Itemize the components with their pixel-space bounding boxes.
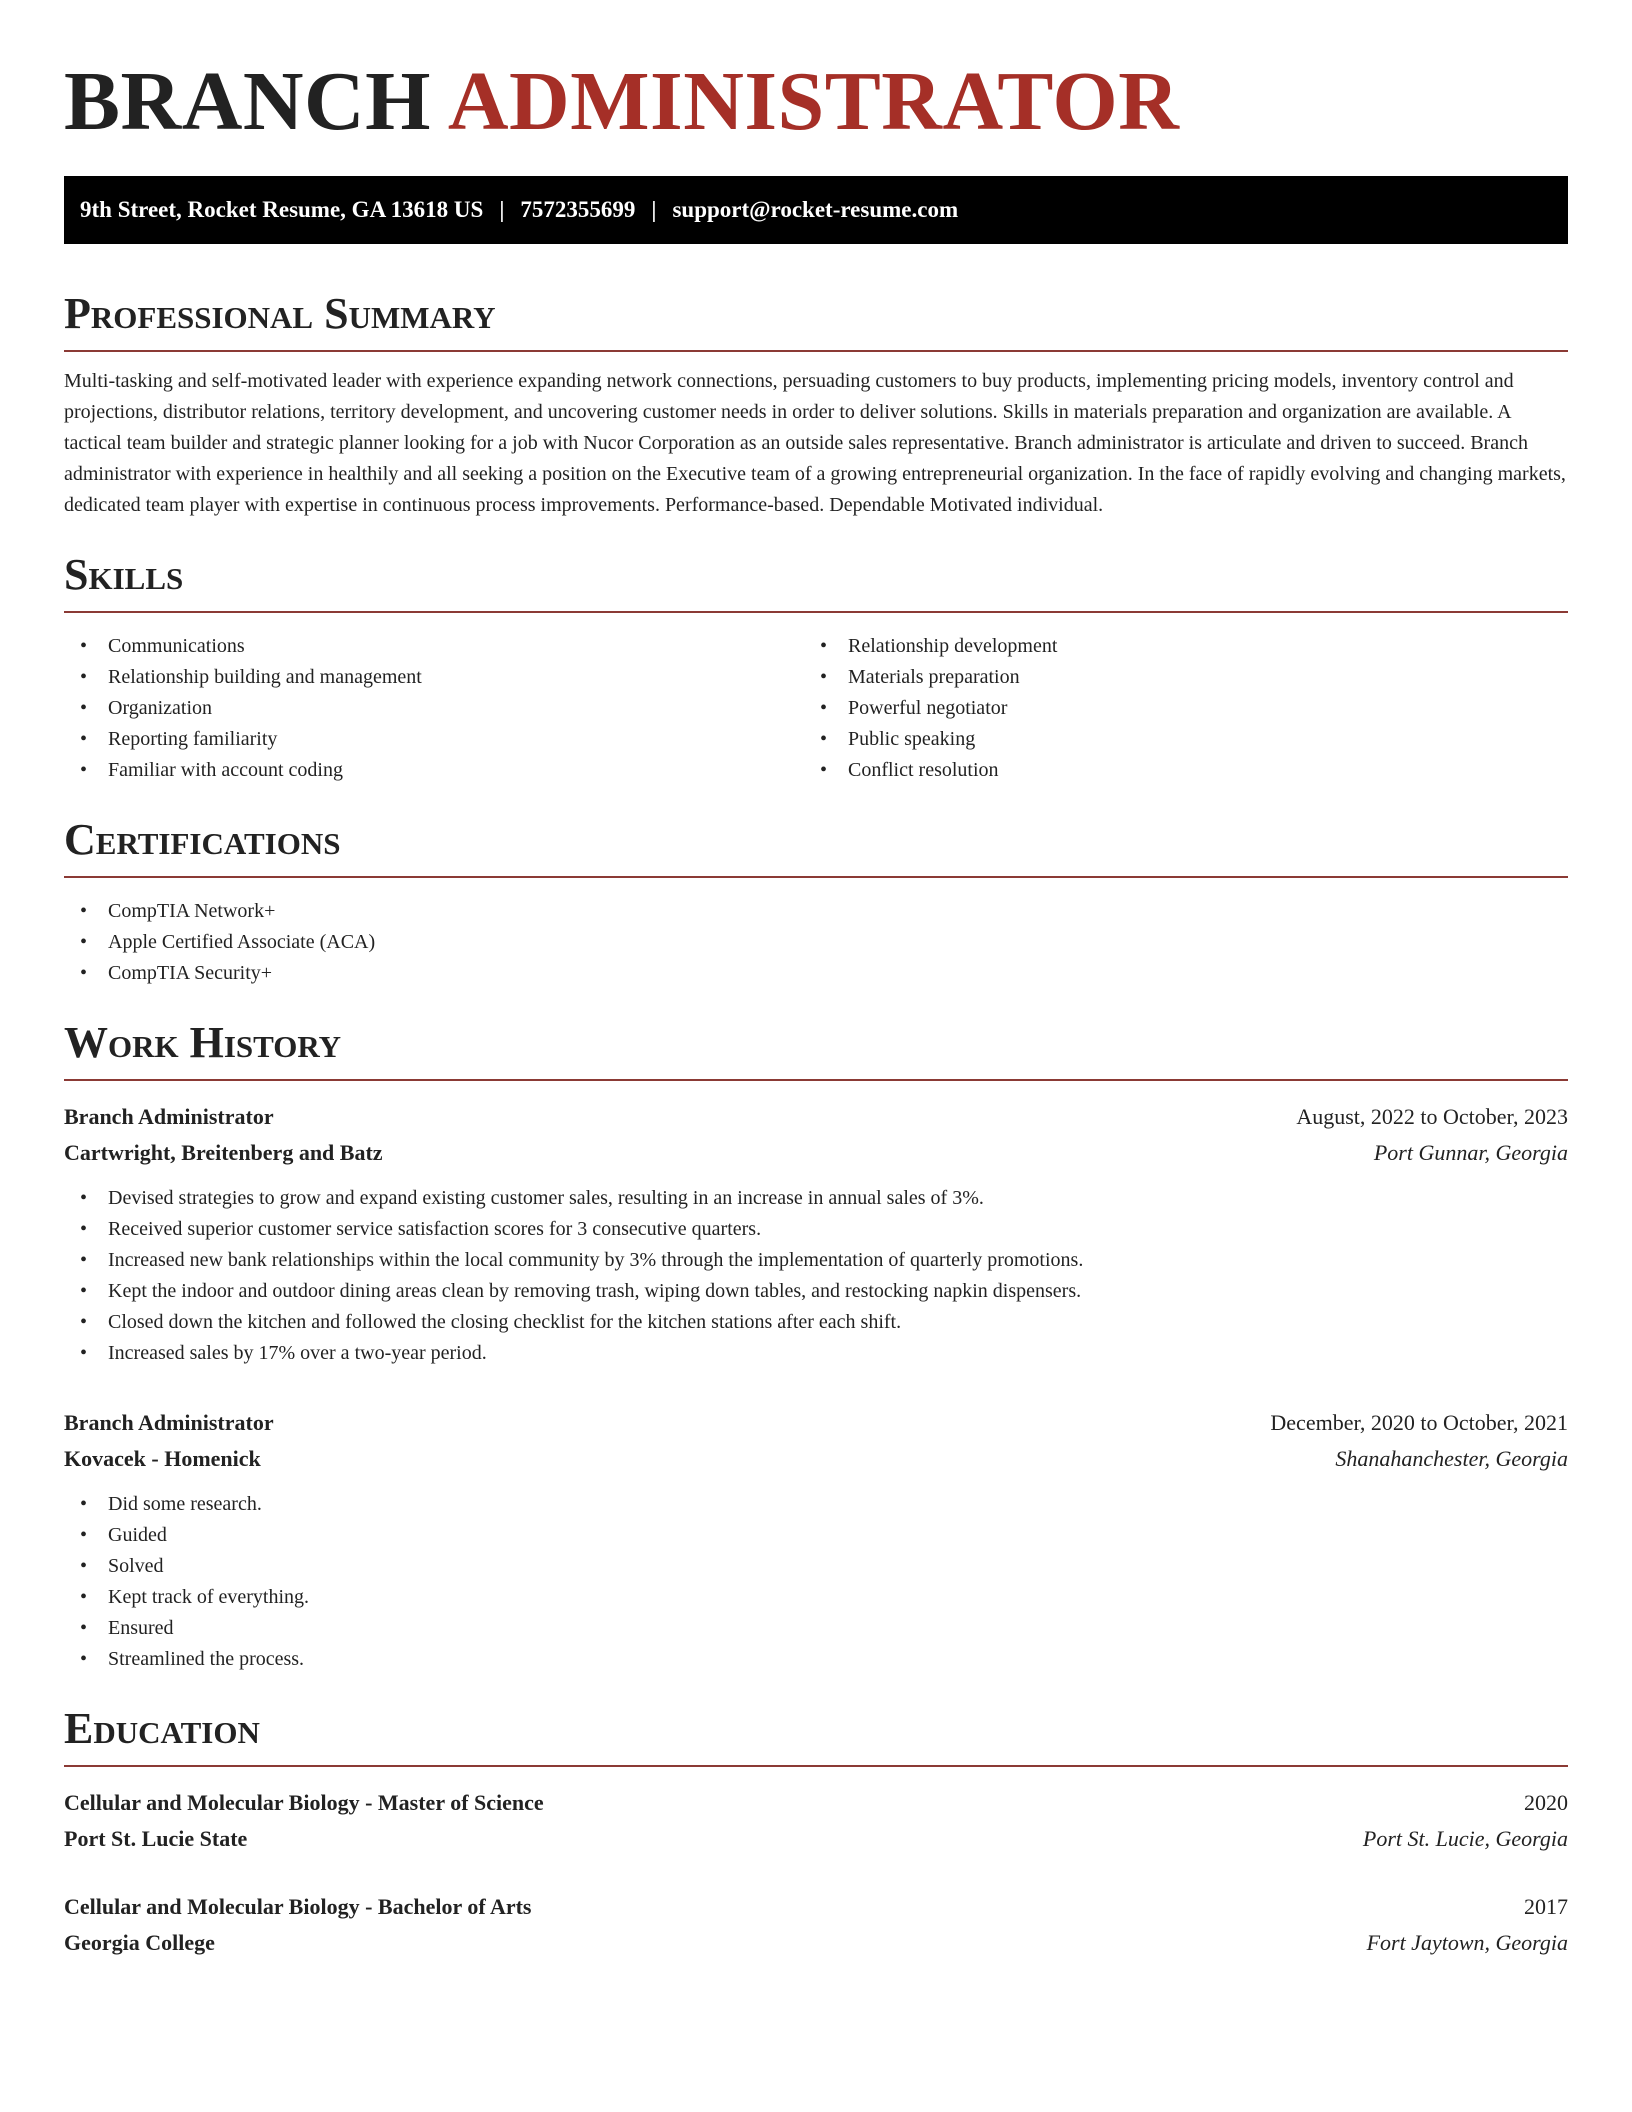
job-header-row (64, 1099, 1568, 1135)
name-first: BRANCH (64, 55, 432, 148)
job-entry (64, 1405, 1568, 1675)
resume-page (64, 0, 1568, 1961)
education-degree-row (64, 1889, 1568, 1925)
list-item: • Conflict resolution (804, 755, 1544, 786)
section-divider (64, 350, 1568, 352)
education-entry (64, 1785, 1568, 1857)
section-title: Education (64, 1704, 260, 1753)
education-location: Fort Jaytown, Georgia (1366, 1930, 1568, 1955)
list-item: • Materials preparation (804, 662, 1544, 693)
education-year: 2017 (1524, 1894, 1568, 1919)
job-company-row (64, 1441, 1568, 1477)
list-item: • Solved (64, 1551, 1568, 1582)
job-role: Branch Administrator (64, 1410, 274, 1435)
contact-bar (64, 176, 1568, 244)
work-history-section (64, 1017, 1568, 1675)
section-divider (64, 876, 1568, 878)
name-last: ADMINISTRATOR (447, 55, 1180, 148)
list-item: • Guided (64, 1520, 1568, 1551)
certifications-list (64, 896, 1568, 989)
education-section (64, 1703, 1568, 1961)
job-dates: December, 2020 to October, 2021 (1270, 1410, 1568, 1435)
list-item: • Increased new bank relationships within the local community by 3% through the implementation of quarterly promotions. (64, 1245, 1568, 1276)
section-title: Certifications (64, 815, 341, 864)
section-title: Skills (64, 550, 184, 599)
contact-phone: 7572355699 (520, 197, 636, 222)
education-degree: Cellular and Molecular Biology - Bachelor of Arts (64, 1894, 532, 1919)
skills-section (64, 549, 1568, 786)
education-degree: Cellular and Molecular Biology - Master of Science (64, 1790, 544, 1815)
summary-section (64, 288, 1568, 521)
education-school: Georgia College (64, 1930, 215, 1955)
list-item: • Ensured (64, 1613, 1568, 1644)
list-item: • Kept the indoor and outdoor dining areas clean by removing trash, wiping down tables, and restocking napkin dispensers. (64, 1276, 1568, 1307)
skills-columns (64, 613, 1568, 786)
job-location: Port Gunnar, Georgia (1373, 1140, 1568, 1165)
education-school-row (64, 1925, 1568, 1961)
section-divider (64, 1079, 1568, 1081)
list-item: • Familiar with account coding (64, 755, 804, 786)
list-item: • Devised strategies to grow and expand existing customer sales, resulting in an increase in annual sales of 3%. (64, 1183, 1568, 1214)
section-title: Professional Summary (64, 289, 496, 338)
job-bullets (64, 1489, 1568, 1675)
list-item: • Streamlined the process. (64, 1644, 1568, 1675)
resume-name (64, 52, 1568, 152)
education-year: 2020 (1524, 1790, 1568, 1815)
education-school: Port St. Lucie State (64, 1826, 248, 1851)
certifications-section (64, 814, 1568, 989)
section-divider (64, 1765, 1568, 1767)
list-item: • Kept track of everything. (64, 1582, 1568, 1613)
contact-address: 9th Street, Rocket Resume, GA 13618 US (80, 197, 484, 222)
list-item: • Closed down the kitchen and followed the closing checklist for the kitchen stations after each shift. (64, 1307, 1568, 1338)
list-item: • Public speaking (804, 724, 1544, 755)
job-company-row (64, 1135, 1568, 1171)
list-item: • Received superior customer service satisfaction scores for 3 consecutive quarters. (64, 1214, 1568, 1245)
skills-list-right (804, 631, 1544, 786)
list-item: • Reporting familiarity (64, 724, 804, 755)
list-item: • CompTIA Network+ (64, 896, 1568, 927)
contact-email: support@rocket-resume.com (672, 197, 959, 222)
job-company: Kovacek - Homenick (64, 1446, 261, 1471)
education-location: Port St. Lucie, Georgia (1362, 1826, 1568, 1851)
section-title: Work History (64, 1018, 342, 1067)
contact-separator: | (651, 197, 657, 222)
education-entry (64, 1889, 1568, 1961)
list-item: • Powerful negotiator (804, 693, 1544, 724)
job-role: Branch Administrator (64, 1104, 274, 1129)
list-item: • Organization (64, 693, 804, 724)
job-company: Cartwright, Breitenberg and Batz (64, 1140, 383, 1165)
job-dates: August, 2022 to October, 2023 (1296, 1104, 1568, 1129)
list-item: • Did some research. (64, 1489, 1568, 1520)
list-item: • Increased sales by 17% over a two-year period. (64, 1338, 1568, 1369)
list-item: • CompTIA Security+ (64, 958, 1568, 989)
education-school-row (64, 1821, 1568, 1857)
job-entry (64, 1099, 1568, 1369)
job-header-row (64, 1405, 1568, 1441)
summary-text: Multi-tasking and self-motivated leader with experience expanding network connections, persuading customers to buy products, implementing pricing models, inventory control and projections, distributor relations, territory development, and uncovering customer needs in order to deliver solutions. Skills in materials preparation and organization are available. A tactical team builder and strategic planner looking for a job with Nucor Corporation as an outside sales representative. Branch administrator is articulate and driven to succeed. Branch administrator with experience in healthily and all seeking a position on the Executive team of a growing entrepreneurial organization. In the face of rapidly evolving and changing markets, dedicated team player with expertise in continuous process improvements. Performance-based. Dependable Motivated individual. (64, 370, 1566, 516)
job-bullets (64, 1183, 1568, 1369)
skills-list-left (64, 631, 804, 786)
job-location: Shanahanchester, Georgia (1335, 1446, 1568, 1471)
list-item: • Apple Certified Associate (ACA) (64, 927, 1568, 958)
contact-separator: | (499, 197, 505, 222)
list-item: • Communications (64, 631, 804, 662)
list-item: • Relationship development (804, 631, 1544, 662)
list-item: • Relationship building and management (64, 662, 804, 693)
education-degree-row (64, 1785, 1568, 1821)
